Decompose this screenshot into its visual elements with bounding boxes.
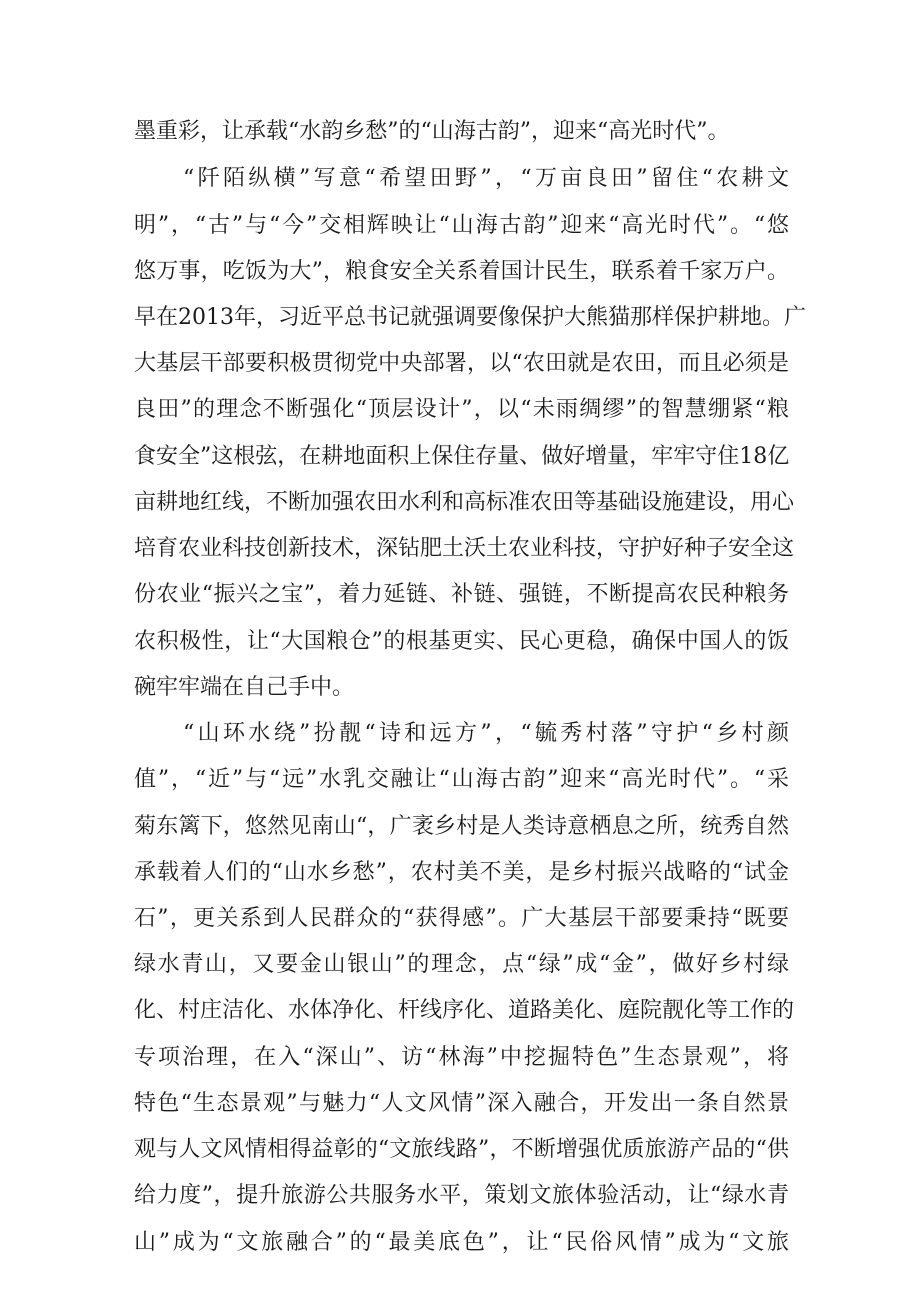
paragraph-2-line-1: “阡陌纵横”写意“希望田野”，“万亩良田”留住“农耕文: [183, 166, 789, 191]
paragraph-3-line-8: 专项治理，在入“深山”、访“林海”中挖掘特色”生态景观”，将: [134, 1045, 789, 1070]
paragraph-3-line-2: 值”，“近”与“远”水乳交融让“山海古韵”迎来“高光时代”。“采: [134, 767, 789, 792]
paragraph-2-line-12: 碗牢牢端在自己手中。: [134, 675, 355, 700]
paragraph-2-line-9: 培育农业科技创新技术，深钻肥土沃土农业科技，守护好种子安全这: [134, 536, 795, 561]
paragraph-3-line-7: 化、村庄洁化、水体净化、杆线序化、道路美化、庭院靓化等工作的: [134, 998, 795, 1023]
paragraph-3-line-11: 给力度”，提升旅游公共服务水平，策划文旅体验活动，让“绿水青: [134, 1183, 789, 1208]
paragraph-3-line-3: 菊东篱下，悠然见南山“，广袤乡村是人类诗意栖息之所，统秀自然: [134, 814, 789, 839]
paragraph-2-line-8: 亩耕地红线，不断加强农田水利和高标准农田等基础设施建设，用心: [134, 490, 795, 515]
paragraph-3-line-12: 山”成为“文旅融合”的“最美底色”，让“民俗风情”成为“文旅: [134, 1230, 789, 1255]
paragraph-3-line-10: 观与人文风情相得益彰的“文旅线路”，不断增强优质旅游产品的“供: [134, 1137, 789, 1162]
paragraph-2-line-5: 大基层干部要积极贯彻党中央部署，以“农田就是农田，而且必须是: [134, 351, 789, 376]
paragraph-2-line-10: 份农业“振兴之宝”，着力延链、补链、强链，不断提高农民种粮务: [134, 582, 789, 607]
paragraph-2-line-7: 食安全”这根弦，在耕地面积上保住存量、做好增量，牢牢守住18亿: [134, 444, 790, 469]
paragraph-2-line-2: 明”，“古”与“今”交相辉映让“山海古韵”迎来“高光时代”。“悠: [134, 213, 789, 238]
paragraph-3-line-1: “山环水绕”扮靓“诗和远方”，“毓秀村落”守护“乡村颜: [183, 721, 789, 746]
paragraph-2-line-4: 早在2013年，习近平总书记就强调要像保护大熊猫那样保护耕地。广: [134, 305, 806, 330]
paragraph-3-line-4: 承载着人们的“山水乡愁”，农村美不美，是乡村振兴战略的“试金: [134, 860, 789, 885]
paragraph-1-line-1: 墨重彩，让承载“水韵乡愁”的“山海古韵”，迎来“高光时代”。: [134, 119, 730, 144]
paragraph-2-line-3: 悠万事，吃饭为大”，粮食安全关系着国计民生，联系着千家万户。: [134, 259, 789, 284]
paragraph-2-line-6: 良田”的理念不断强化“顶层设计”，以“未雨绸缪”的智慧绷紧“粮: [134, 397, 789, 422]
paragraph-2-line-11: 农积极性，让“大国粮仓”的根基更实、民心更稳，确保中国人的饭: [134, 629, 789, 654]
paragraph-3-line-9: 特色“生态景观”与魅力“人文风情”深入融合，开发出一条自然景: [134, 1091, 789, 1116]
paragraph-3-line-6: 绿水青山，又要金山银山”的理念，点“绿”成“金”，做好乡村绿: [134, 952, 789, 977]
paragraph-3-line-5: 石”，更关系到人民群众的“获得感”。广大基层干部要秉持“既要: [134, 906, 789, 931]
